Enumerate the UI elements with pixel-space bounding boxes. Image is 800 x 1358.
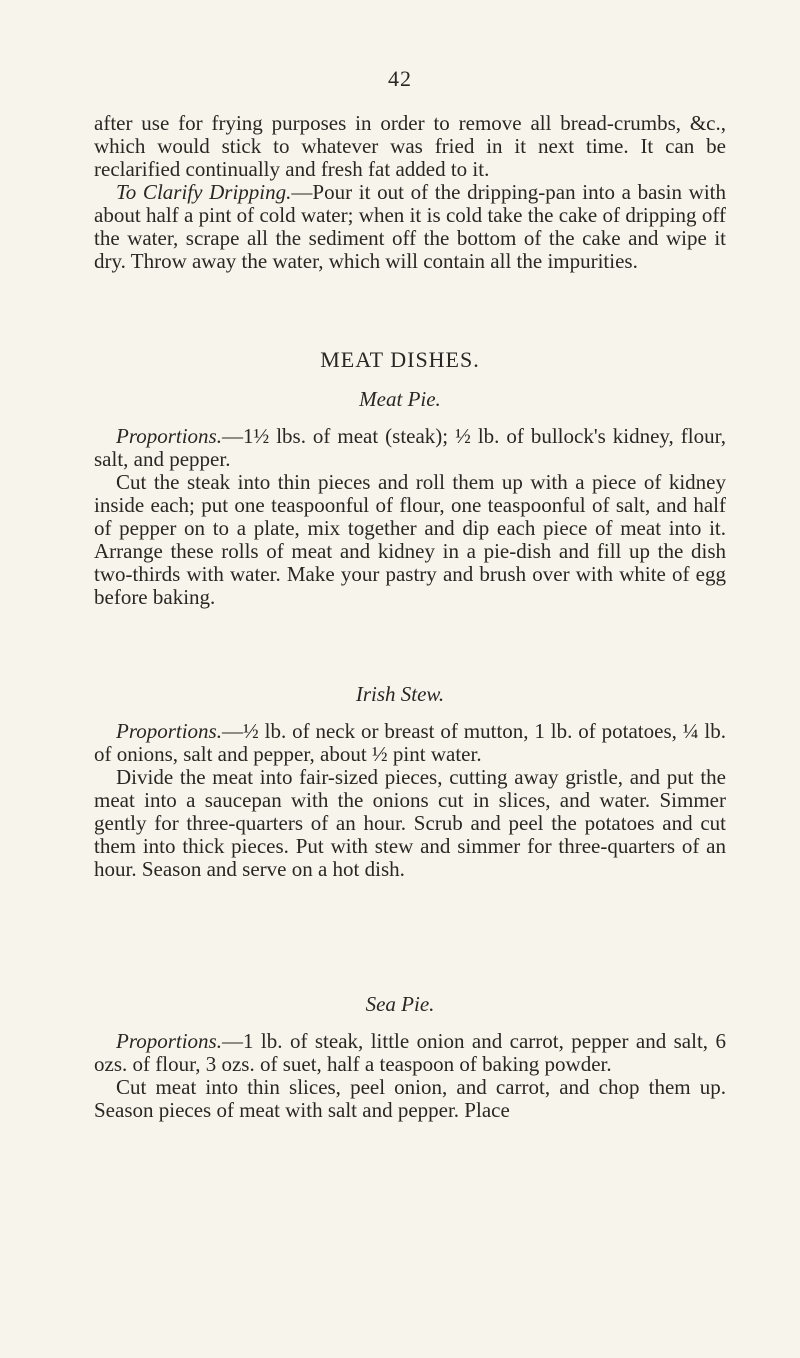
clarify-dripping-paragraph (94, 181, 726, 273)
recipe-title-sea-pie: Sea Pie. (365, 992, 435, 1016)
recipe-title-meat-pie: Meat Pie. (359, 387, 441, 411)
clarify-dripping-lead: To Clarify Dripping. (116, 180, 292, 204)
recipe-irish-stew (94, 720, 726, 881)
continuation-block (94, 112, 726, 273)
sea-pie-proportions-lead: Proportions. (116, 1029, 222, 1053)
meat-pie-proportions-lead: Proportions. (116, 424, 222, 448)
sea-pie-proportions (94, 1030, 726, 1076)
section-title: MEAT DISHES. (320, 347, 480, 372)
meat-pie-proportions-text: —1½ lbs. of meat (steak); ½ lb. of bullock's kidney, flour, salt, and pepper. (94, 424, 726, 471)
continuation-paragraph: after use for frying purposes in order to remove all bread-crumbs, &c., which would stick to whatever was fried in it next time. It can be reclarified continually and fresh fat added to it. (94, 111, 726, 181)
clarify-dripping-text: —Pour it out of the dripping-pan into a basin with about half a pint of cold water; when it is cold take the cake of dripping off the water, scrape all the sediment off the bottom of the cake and wipe it dry. Throw away the water, which will contain all the impurities. (94, 180, 727, 273)
page-number: 42 (388, 66, 412, 91)
irish-stew-proportions-lead: Proportions. (116, 719, 222, 743)
irish-stew-method: Divide the meat into fair-sized pieces, cutting away gristle, and put the meat into a saucepan with the onions cut in slices, and water. Simmer gently for three-quarters of an hour. Scrub and peel the potatoes and cut them into thick pieces. Put with stew and simmer for three-quarters of an hour. Season and serve on a hot dish. (94, 765, 726, 881)
meat-pie-proportions (94, 425, 726, 471)
recipe-meat-pie (94, 425, 726, 609)
recipe-sea-pie (94, 1030, 726, 1122)
recipe-title-irish-stew: Irish Stew. (355, 682, 445, 706)
meat-pie-method: Cut the steak into thin pieces and roll them up with a piece of kidney inside each; put one teaspoonful of flour, one teaspoonful of salt, and half of pepper on to a plate, mix together and dip each piece of meat into it. Arrange these rolls of meat and kidney in a pie-dish and fill up the dish two-thirds with water. Make your pastry and brush over with white of egg before baking. (94, 470, 726, 609)
sea-pie-method: Cut meat into thin slices, peel onion, and carrot, and chop them up. Season pieces of meat with salt and pepper. Place (94, 1075, 726, 1122)
sea-pie-proportions-text: —1 lb. of steak, little onion and carrot, pepper and salt, 6 ozs. of flour, 3 ozs. of suet, half a teaspoon of baking powder. (94, 1029, 726, 1076)
irish-stew-proportions-text: —½ lb. of neck or breast of mutton, 1 lb. of potatoes, ¼ lb. of onions, salt and pepper, about ½ pint water. (94, 719, 726, 766)
irish-stew-proportions (94, 720, 726, 766)
